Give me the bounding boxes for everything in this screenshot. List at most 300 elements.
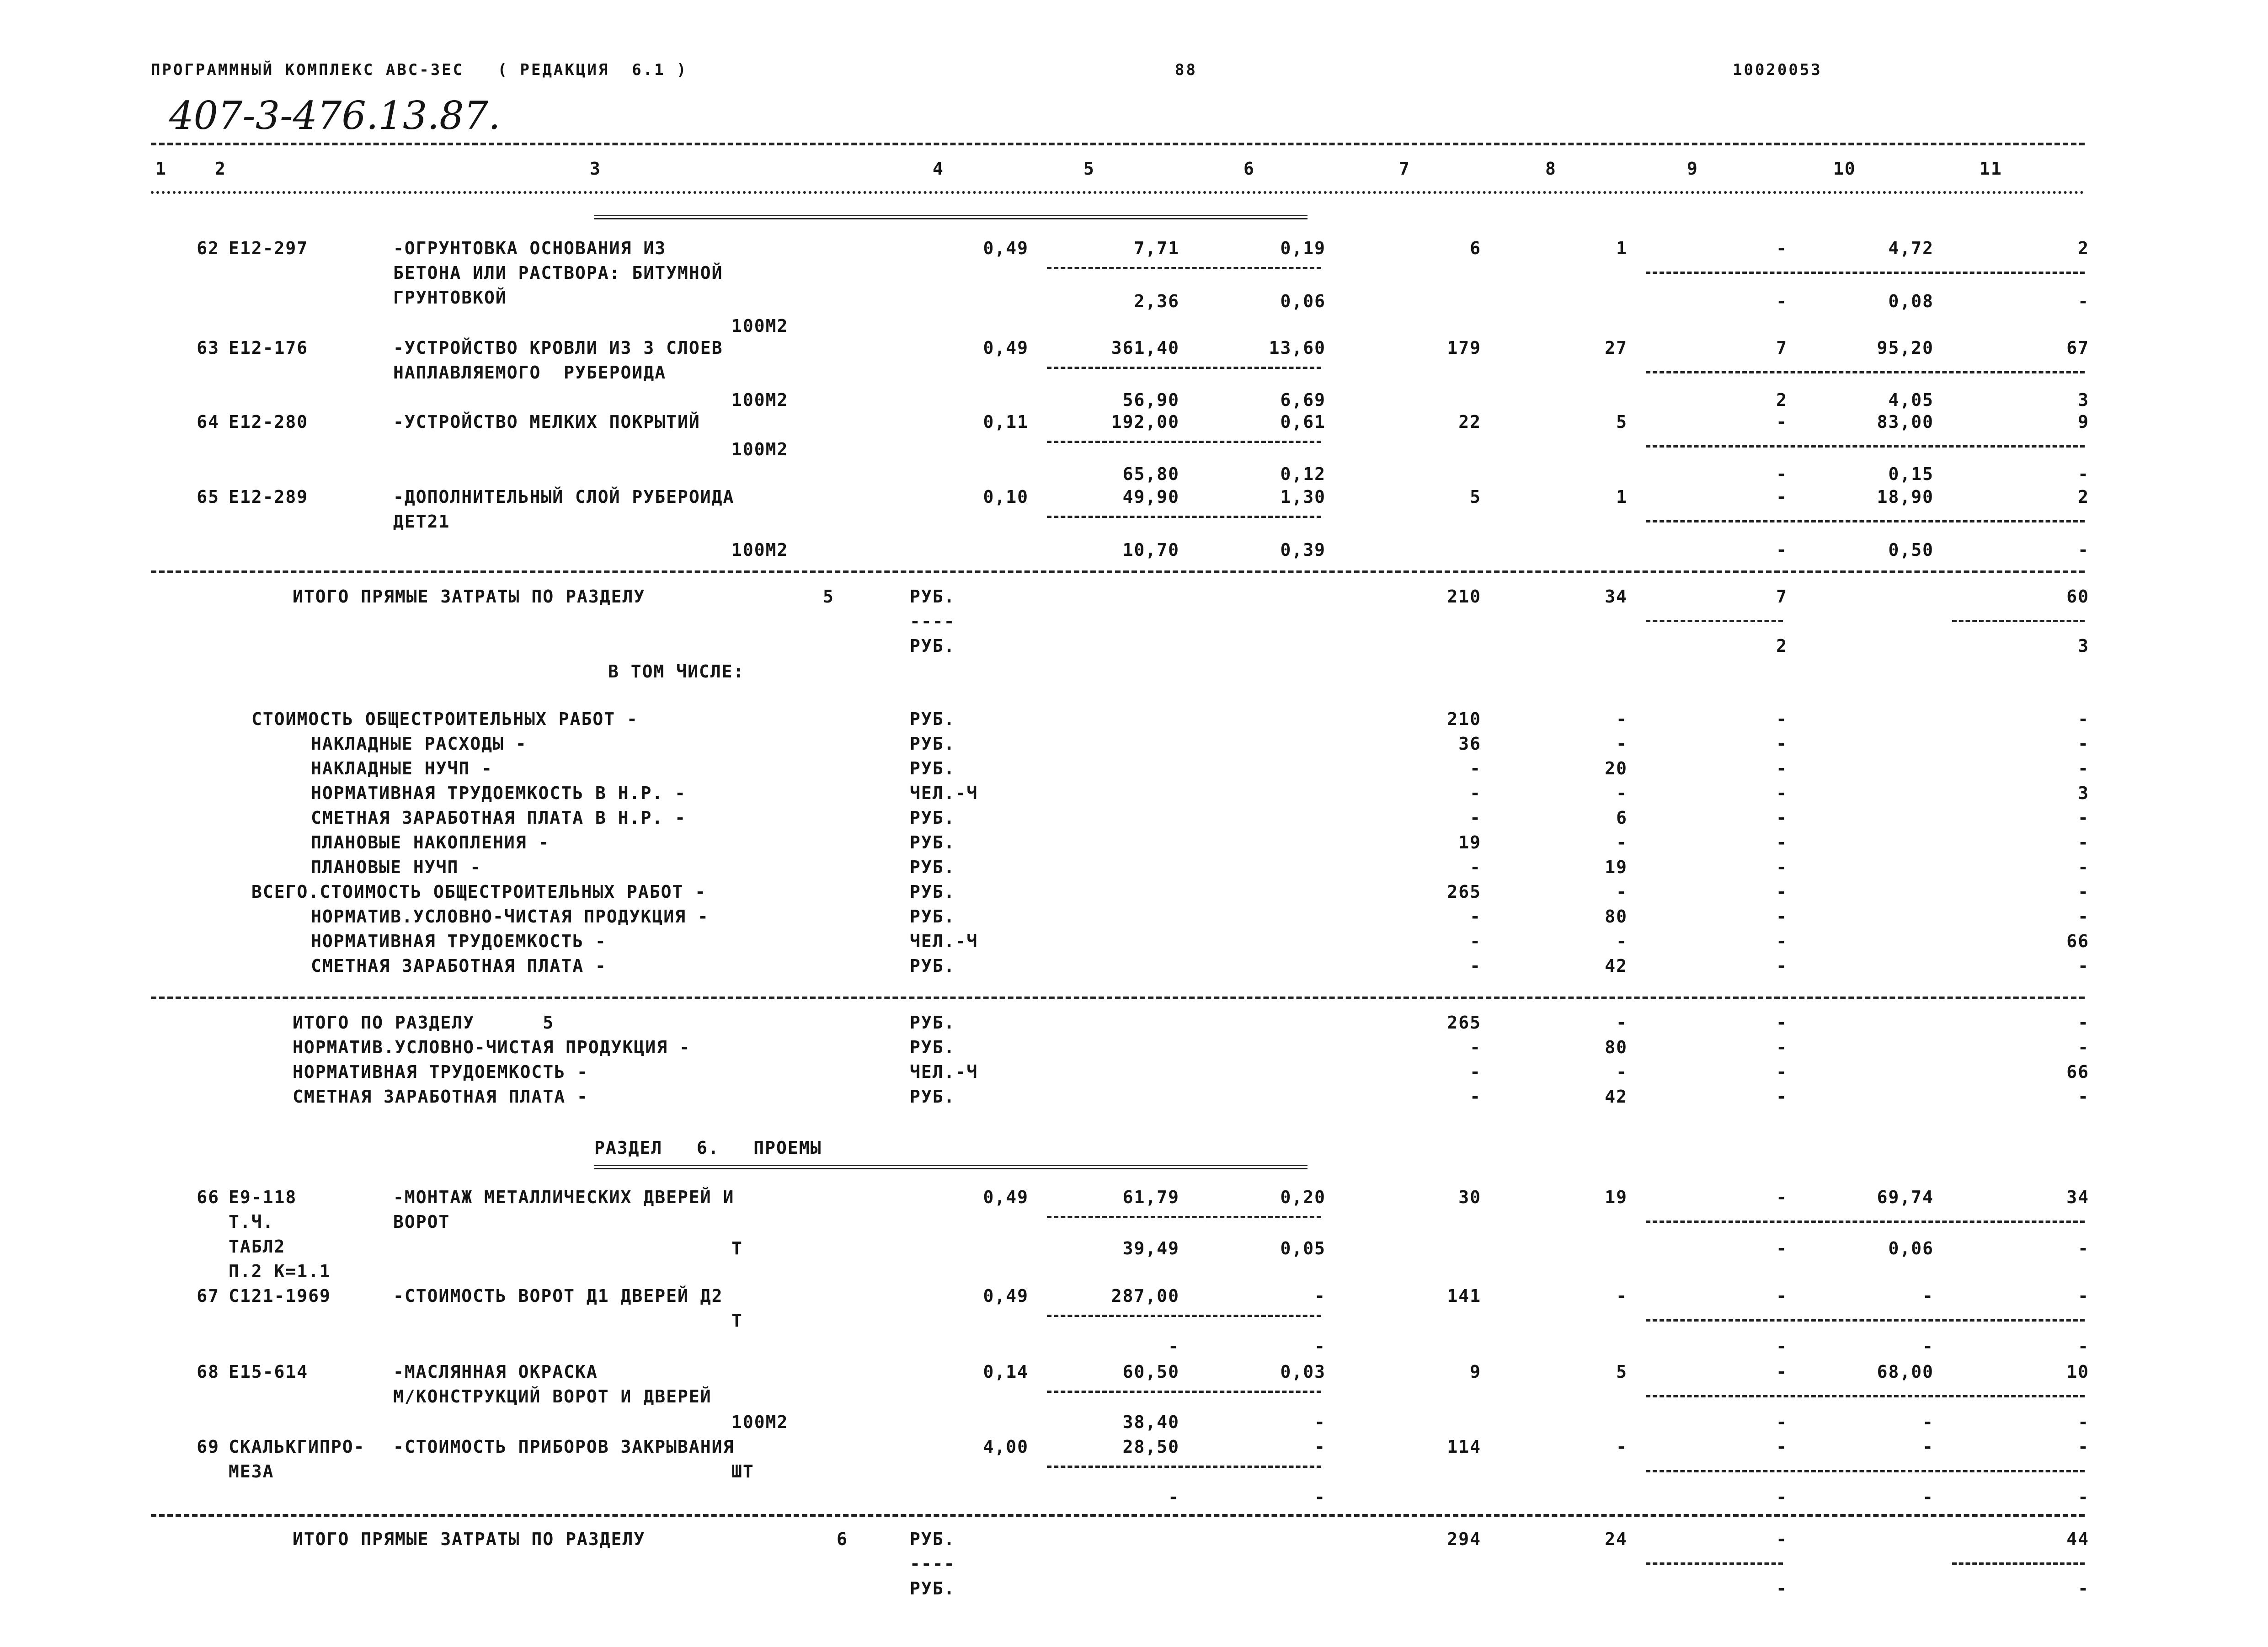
breakdown-col7: - bbox=[1470, 758, 1481, 778]
row-col5: 287,00 bbox=[1111, 1286, 1179, 1306]
column-number: 5 bbox=[1083, 159, 1095, 179]
including-heading: В ТОМ ЧИСЛЕ: bbox=[608, 661, 745, 682]
row-quantity: 0,14 bbox=[983, 1362, 1029, 1382]
breakdown-col9: - bbox=[1776, 956, 1788, 976]
summary-label: НОРМАТИВ.УСЛОВНО-ЧИСТАЯ ПРОДУКЦИЯ - bbox=[293, 1037, 691, 1057]
page-number: 88 bbox=[1175, 61, 1197, 79]
breakdown-col8: 20 bbox=[1605, 758, 1628, 778]
row-quantity: 0,49 bbox=[983, 1187, 1029, 1207]
row-unit: 100М2 bbox=[731, 439, 789, 459]
row-col9-11-rule bbox=[1646, 1221, 2085, 1223]
summary-col11: - bbox=[2078, 1013, 2089, 1033]
row-description: -ОГРУНТОВКА ОСНОВАНИЯ ИЗ bbox=[393, 238, 667, 258]
row-col9-second: - bbox=[1776, 464, 1788, 484]
row-col11: 2 bbox=[2078, 238, 2089, 258]
row-col11-second: - bbox=[2078, 464, 2089, 484]
breakdown-col7: - bbox=[1470, 956, 1481, 976]
total-col9: 7 bbox=[1776, 586, 1788, 607]
total-col11-rule bbox=[1952, 620, 2085, 622]
breakdown-col11: - bbox=[2078, 808, 2089, 828]
program-header: ПРОГРАММНЫЙ КОМПЛЕКС АВС-3ЕС ( РЕДАКЦИЯ 6.1 ) bbox=[151, 61, 688, 79]
breakdown-col11: - bbox=[2078, 882, 2089, 902]
row-col7: 9 bbox=[1470, 1362, 1481, 1382]
row-col11: - bbox=[2078, 1437, 2089, 1457]
row-col5-second: - bbox=[1168, 1336, 1179, 1356]
total6-unit-second: РУБ. bbox=[910, 1578, 955, 1599]
row-col6: - bbox=[1314, 1437, 1326, 1457]
row-description: БЕТОНА ИЛИ РАСТВОРА: БИТУМНОЙ bbox=[393, 263, 723, 283]
breakdown-unit: РУБ. bbox=[910, 758, 955, 778]
breakdown-unit: РУБ. bbox=[910, 734, 955, 754]
breakdown-col9: - bbox=[1776, 783, 1788, 803]
column-number: 2 bbox=[215, 159, 226, 179]
row-col6-second: 6,69 bbox=[1280, 390, 1326, 410]
row-col9-second: - bbox=[1776, 1487, 1788, 1507]
row-col10-second: - bbox=[1922, 1412, 1934, 1432]
total6-col7: 294 bbox=[1447, 1529, 1481, 1549]
breakdown-col7: 210 bbox=[1447, 709, 1481, 729]
row-col11-second: - bbox=[2078, 291, 2089, 311]
row-code: Е15-614 bbox=[229, 1362, 309, 1382]
total6-section-number: 6 bbox=[837, 1529, 848, 1549]
total-section-number: 5 bbox=[823, 586, 834, 607]
summary-label: СМЕТНАЯ ЗАРАБОТНАЯ ПЛАТА - bbox=[293, 1087, 588, 1107]
section6-rule bbox=[151, 1514, 2085, 1517]
column-header-rule bbox=[151, 191, 2085, 194]
row-col5: 361,40 bbox=[1111, 338, 1179, 358]
top-rule bbox=[151, 143, 2085, 145]
row-code: МЕЗА bbox=[229, 1461, 274, 1482]
row-number: 66 bbox=[197, 1187, 219, 1207]
breakdown-unit: РУБ. bbox=[910, 832, 955, 853]
row-col6-second: - bbox=[1314, 1412, 1326, 1432]
breakdown-col7: 19 bbox=[1458, 832, 1481, 853]
breakdown-col8: - bbox=[1616, 709, 1628, 729]
total-col11-second: 3 bbox=[2078, 636, 2089, 656]
row-code: Е9-118 bbox=[229, 1187, 297, 1207]
breakdown-col9: - bbox=[1776, 709, 1788, 729]
column-number: 8 bbox=[1545, 159, 1557, 179]
row-unit: 100М2 bbox=[731, 390, 789, 410]
summary-col7: - bbox=[1470, 1037, 1481, 1057]
row-number: 62 bbox=[197, 238, 219, 258]
breakdown-unit: РУБ. bbox=[910, 709, 955, 729]
row-col9-11-rule bbox=[1646, 1470, 2085, 1472]
row-unit: 100М2 bbox=[731, 540, 789, 560]
breakdown-unit: РУБ. bbox=[910, 808, 955, 828]
row-col10-second: 0,15 bbox=[1888, 464, 1934, 484]
breakdown-col9: - bbox=[1776, 906, 1788, 927]
breakdown-col7: - bbox=[1470, 808, 1481, 828]
summary-col7: - bbox=[1470, 1087, 1481, 1107]
row-col11: 2 bbox=[2078, 487, 2089, 507]
breakdown-col7: 36 bbox=[1458, 734, 1481, 754]
row-description: ДЕТ21 bbox=[393, 512, 450, 532]
row-col9: - bbox=[1776, 487, 1788, 507]
total6-col8: 24 bbox=[1605, 1529, 1628, 1549]
row-col9-11-rule bbox=[1646, 371, 2085, 373]
row-col11: 67 bbox=[2066, 338, 2089, 358]
row-col10-second: - bbox=[1922, 1487, 1934, 1507]
row-code: Е12-176 bbox=[229, 338, 309, 358]
row-col9-11-rule bbox=[1646, 445, 2085, 448]
row-col10-second: 0,06 bbox=[1888, 1238, 1934, 1258]
row-unit: Т bbox=[731, 1238, 743, 1258]
total6-separator: ---- bbox=[910, 1554, 955, 1574]
row-col9: - bbox=[1776, 1187, 1788, 1207]
summary-col11: - bbox=[2078, 1087, 2089, 1107]
row-col11: 34 bbox=[2066, 1187, 2089, 1207]
row-col9: 7 bbox=[1776, 338, 1788, 358]
row-col5: 28,50 bbox=[1122, 1437, 1179, 1457]
section6-underline bbox=[594, 1165, 1307, 1169]
summary-unit: РУБ. bbox=[910, 1013, 955, 1033]
document-number: 10020053 bbox=[1733, 61, 1822, 79]
breakdown-label: ПЛАНОВЫЕ НАКОПЛЕНИЯ - bbox=[311, 832, 550, 853]
total-col9-rule bbox=[1646, 620, 1783, 622]
total6-col9: - bbox=[1776, 1529, 1788, 1549]
row-col7: 5 bbox=[1470, 487, 1481, 507]
row-number: 63 bbox=[197, 338, 219, 358]
row-col5-second: - bbox=[1168, 1487, 1179, 1507]
row-col6: 0,19 bbox=[1280, 238, 1326, 258]
breakdown-unit: ЧЕЛ.-Ч bbox=[910, 783, 978, 803]
section5-underline bbox=[594, 215, 1307, 219]
breakdown-unit: ЧЕЛ.-Ч bbox=[910, 931, 978, 951]
row-col11: - bbox=[2078, 1286, 2089, 1306]
row-col7: 6 bbox=[1470, 238, 1481, 258]
row-col7: 179 bbox=[1447, 338, 1481, 358]
row-col7: 114 bbox=[1447, 1437, 1481, 1457]
row-col6: 1,30 bbox=[1280, 487, 1326, 507]
row-col11-second: - bbox=[2078, 1412, 2089, 1432]
summary-col11: - bbox=[2078, 1037, 2089, 1057]
row-col5: 61,79 bbox=[1122, 1187, 1179, 1207]
breakdown-col11: - bbox=[2078, 758, 2089, 778]
summary-col8: 42 bbox=[1605, 1087, 1628, 1107]
summary-col8: - bbox=[1616, 1013, 1628, 1033]
row-col11: 10 bbox=[2066, 1362, 2089, 1382]
row-col5: 49,90 bbox=[1122, 487, 1179, 507]
column-number: 4 bbox=[933, 159, 944, 179]
row-col10: - bbox=[1922, 1286, 1934, 1306]
row-quantity: 4,00 bbox=[983, 1437, 1029, 1457]
row-col5-6-rule bbox=[1047, 441, 1321, 443]
row-col10: 4,72 bbox=[1888, 238, 1934, 258]
total-col8: 34 bbox=[1605, 586, 1628, 607]
breakdown-col8: 19 bbox=[1605, 857, 1628, 877]
row-col5-6-rule bbox=[1047, 267, 1321, 269]
breakdown-col8: - bbox=[1616, 832, 1628, 853]
row-code: С121-1969 bbox=[229, 1286, 331, 1306]
row-col10: 95,20 bbox=[1877, 338, 1934, 358]
row-col5-second: 56,90 bbox=[1122, 390, 1179, 410]
row-col11-second: - bbox=[2078, 1238, 2089, 1258]
row-col9-11-rule bbox=[1646, 272, 2085, 274]
row-col9-11-rule bbox=[1646, 1319, 2085, 1322]
row-col5: 7,71 bbox=[1134, 238, 1179, 258]
total6-col11: 44 bbox=[2066, 1529, 2089, 1549]
row-quantity: 0,49 bbox=[983, 338, 1029, 358]
row-col5: 192,00 bbox=[1111, 412, 1179, 432]
row-col5-second: 38,40 bbox=[1122, 1412, 1179, 1432]
row-col10-second: - bbox=[1922, 1336, 1934, 1356]
row-col10: - bbox=[1922, 1437, 1934, 1457]
row-col9: - bbox=[1776, 1286, 1788, 1306]
summary-col11: 66 bbox=[2066, 1062, 2089, 1082]
row-col5-6-rule bbox=[1047, 516, 1321, 518]
row-quantity: 0,10 bbox=[983, 487, 1029, 507]
row-code: Е12-297 bbox=[229, 238, 309, 258]
total6-col11-rule bbox=[1952, 1562, 2085, 1565]
row-code: Е12-289 bbox=[229, 487, 309, 507]
row-col5-second: 10,70 bbox=[1122, 540, 1179, 560]
breakdown-label: НОРМАТИВ.УСЛОВНО-ЧИСТАЯ ПРОДУКЦИЯ - bbox=[311, 906, 709, 927]
section6-title: РАЗДЕЛ 6. ПРОЕМЫ bbox=[594, 1138, 822, 1158]
row-code: СКАЛЬКГИПРО- bbox=[229, 1437, 365, 1457]
total6-col9-second: - bbox=[1776, 1578, 1788, 1599]
breakdown-label: СМЕТНАЯ ЗАРАБОТНАЯ ПЛАТА - bbox=[311, 956, 607, 976]
breakdown-col8: - bbox=[1616, 882, 1628, 902]
column-number: 6 bbox=[1243, 159, 1255, 179]
total-unit-second: РУБ. bbox=[910, 636, 955, 656]
row-col6: - bbox=[1314, 1286, 1326, 1306]
row-col11: 9 bbox=[2078, 412, 2089, 432]
handwritten-project-code: 407-3-476.13.87. bbox=[169, 93, 501, 138]
row-col9-11-rule bbox=[1646, 1395, 2085, 1397]
row-col11-second: 3 bbox=[2078, 390, 2089, 410]
row-col10-second: 0,50 bbox=[1888, 540, 1934, 560]
summary-unit: РУБ. bbox=[910, 1087, 955, 1107]
summary-col7: - bbox=[1470, 1062, 1481, 1082]
breakdown-unit: РУБ. bbox=[910, 882, 955, 902]
breakdown-col7: - bbox=[1470, 857, 1481, 877]
row-quantity: 0,11 bbox=[983, 412, 1029, 432]
breakdown-label: ВСЕГО.СТОИМОСТЬ ОБЩЕСТРОИТЕЛЬНЫХ РАБОТ - bbox=[251, 882, 707, 902]
summary-col9: - bbox=[1776, 1013, 1788, 1033]
row-description: ГРУНТОВКОЙ bbox=[393, 288, 507, 308]
row-col7: 22 bbox=[1458, 412, 1481, 432]
breakdown-col11: 3 bbox=[2078, 783, 2089, 803]
total-unit: РУБ. bbox=[910, 586, 955, 607]
itogo-rule bbox=[151, 997, 2085, 999]
total-col9-second: 2 bbox=[1776, 636, 1788, 656]
row-col8: 1 bbox=[1616, 238, 1628, 258]
breakdown-label: НОРМАТИВНАЯ ТРУДОЕМКОСТЬ - bbox=[311, 931, 607, 951]
row-col8: 19 bbox=[1605, 1187, 1628, 1207]
row-col5-6-rule bbox=[1047, 1315, 1321, 1317]
row-col6-second: 0,06 bbox=[1280, 291, 1326, 311]
row-col10: 83,00 bbox=[1877, 412, 1934, 432]
total6-col11-second: - bbox=[2078, 1578, 2089, 1599]
breakdown-col9: - bbox=[1776, 931, 1788, 951]
row-description: -СТОИМОСТЬ ВОРОТ Д1 ДВЕРЕЙ Д2 bbox=[393, 1286, 723, 1306]
row-quantity: 0,49 bbox=[983, 238, 1029, 258]
row-col8: 5 bbox=[1616, 1362, 1628, 1382]
row-unit: Т bbox=[731, 1311, 743, 1331]
row-col9: - bbox=[1776, 1362, 1788, 1382]
row-col8: - bbox=[1616, 1437, 1628, 1457]
row-unit: ШТ bbox=[731, 1461, 754, 1482]
row-col7: 141 bbox=[1447, 1286, 1481, 1306]
row-col10: 68,00 bbox=[1877, 1362, 1934, 1382]
breakdown-label: НОРМАТИВНАЯ ТРУДОЕМКОСТЬ В Н.Р. - bbox=[311, 783, 686, 803]
row-description: НАПЛАВЛЯЕМОГО РУБЕРОИДА bbox=[393, 362, 667, 383]
row-col10-second: 4,05 bbox=[1888, 390, 1934, 410]
row-description: -СТОИМОСТЬ ПРИБОРОВ ЗАКРЫВАНИЯ bbox=[393, 1437, 735, 1457]
summary-col8: - bbox=[1616, 1062, 1628, 1082]
row-col6: 0,03 bbox=[1280, 1362, 1326, 1382]
breakdown-unit: РУБ. bbox=[910, 906, 955, 927]
row-col9-second: - bbox=[1776, 540, 1788, 560]
row-code: Е12-280 bbox=[229, 412, 309, 432]
row-col9: - bbox=[1776, 238, 1788, 258]
column-number: 7 bbox=[1399, 159, 1410, 179]
column-number: 9 bbox=[1687, 159, 1698, 179]
row-col10: 69,74 bbox=[1877, 1187, 1934, 1207]
row-code: ТАБЛ2 bbox=[229, 1237, 286, 1257]
total6-unit: РУБ. bbox=[910, 1529, 955, 1549]
row-description: М/КОНСТРУКЦИЙ ВОРОТ И ДВЕРЕЙ bbox=[393, 1386, 712, 1407]
breakdown-col8: 6 bbox=[1616, 808, 1628, 828]
row-col11-second: - bbox=[2078, 540, 2089, 560]
row-number: 69 bbox=[197, 1437, 219, 1457]
row-description: ВОРОТ bbox=[393, 1212, 450, 1232]
breakdown-col8: 42 bbox=[1605, 956, 1628, 976]
column-number: 11 bbox=[1980, 159, 2002, 179]
row-col5-6-rule bbox=[1047, 1466, 1321, 1468]
row-col5-6-rule bbox=[1047, 1216, 1321, 1218]
row-col9-second: - bbox=[1776, 1412, 1788, 1432]
breakdown-label: СМЕТНАЯ ЗАРАБОТНАЯ ПЛАТА В Н.Р. - bbox=[311, 808, 686, 828]
breakdown-col8: - bbox=[1616, 734, 1628, 754]
row-col6: 13,60 bbox=[1269, 338, 1326, 358]
breakdown-unit: РУБ. bbox=[910, 956, 955, 976]
row-description: -УСТРОЙСТВО КРОВЛИ ИЗ 3 СЛОЕВ bbox=[393, 338, 723, 358]
row-number: 64 bbox=[197, 412, 219, 432]
row-col8: 1 bbox=[1616, 487, 1628, 507]
row-col5-second: 65,80 bbox=[1122, 464, 1179, 484]
summary-unit: ЧЕЛ.-Ч bbox=[910, 1062, 978, 1082]
row-col5-6-rule bbox=[1047, 367, 1321, 369]
row-col11-second: - bbox=[2078, 1336, 2089, 1356]
row-description: -УСТРОЙСТВО МЕЛКИХ ПОКРЫТИЙ bbox=[393, 412, 700, 432]
row-col10: 18,90 bbox=[1877, 487, 1934, 507]
column-number: 3 bbox=[590, 159, 601, 179]
breakdown-col11: - bbox=[2078, 734, 2089, 754]
row-col6-second: - bbox=[1314, 1487, 1326, 1507]
row-col5-6-rule bbox=[1047, 1391, 1321, 1393]
breakdown-col11: - bbox=[2078, 857, 2089, 877]
summary-col9: - bbox=[1776, 1037, 1788, 1057]
row-col10-second: 0,08 bbox=[1888, 291, 1934, 311]
row-col6: 0,61 bbox=[1280, 412, 1326, 432]
row-description: -МАСЛЯННАЯ ОКРАСКА bbox=[393, 1362, 598, 1382]
breakdown-col9: - bbox=[1776, 882, 1788, 902]
row-col6-second: 0,12 bbox=[1280, 464, 1326, 484]
total6-label: ИТОГО ПРЯМЫЕ ЗАТРАТЫ ПО РАЗДЕЛУ bbox=[293, 1529, 646, 1549]
row-col9-second: 2 bbox=[1776, 390, 1788, 410]
breakdown-col11: - bbox=[2078, 956, 2089, 976]
breakdown-col9: - bbox=[1776, 758, 1788, 778]
row-unit: 100М2 bbox=[731, 316, 789, 336]
total-col11: 60 bbox=[2066, 586, 2089, 607]
breakdown-col11: - bbox=[2078, 709, 2089, 729]
column-number: 10 bbox=[1833, 159, 1856, 179]
summary-unit: РУБ. bbox=[910, 1037, 955, 1057]
summary-col9: - bbox=[1776, 1062, 1788, 1082]
row-description: -МОНТАЖ МЕТАЛЛИЧЕСКИХ ДВЕРЕЙ И bbox=[393, 1187, 735, 1207]
breakdown-label: НАКЛАДНЫЕ РАСХОДЫ - bbox=[311, 734, 527, 754]
row-code: Т.Ч. bbox=[229, 1212, 274, 1232]
summary-label: ИТОГО ПО РАЗДЕЛУ 5 bbox=[293, 1013, 555, 1033]
row-col9-second: - bbox=[1776, 1336, 1788, 1356]
summary-col8: 80 bbox=[1605, 1037, 1628, 1057]
row-col8: 27 bbox=[1605, 338, 1628, 358]
summary-label: НОРМАТИВНАЯ ТРУДОЕМКОСТЬ - bbox=[293, 1062, 588, 1082]
row-description: -ДОПОЛНИТЕЛЬНЫЙ СЛОЙ РУБЕРОИДА bbox=[393, 487, 735, 507]
breakdown-col9: - bbox=[1776, 832, 1788, 853]
breakdown-col8: - bbox=[1616, 783, 1628, 803]
row-col9: - bbox=[1776, 412, 1788, 432]
row-col9-11-rule bbox=[1646, 520, 2085, 522]
row-number: 68 bbox=[197, 1362, 219, 1382]
row-number: 67 bbox=[197, 1286, 219, 1306]
row-col6: 0,20 bbox=[1280, 1187, 1326, 1207]
summary-col9: - bbox=[1776, 1087, 1788, 1107]
total6-col9-rule bbox=[1646, 1562, 1783, 1565]
breakdown-col7: - bbox=[1470, 906, 1481, 927]
row-col8: - bbox=[1616, 1286, 1628, 1306]
total-label: ИТОГО ПРЯМЫЕ ЗАТРАТЫ ПО РАЗДЕЛУ bbox=[293, 586, 646, 607]
breakdown-label: ПЛАНОВЫЕ НУЧП - bbox=[311, 857, 482, 877]
breakdown-col8: 80 bbox=[1605, 906, 1628, 927]
breakdown-col11: - bbox=[2078, 832, 2089, 853]
total-separator: ---- bbox=[910, 611, 955, 631]
breakdown-label: НАКЛАДНЫЕ НУЧП - bbox=[311, 758, 493, 778]
breakdown-unit: РУБ. bbox=[910, 857, 955, 877]
section5-rule bbox=[151, 570, 2085, 573]
breakdown-col9: - bbox=[1776, 808, 1788, 828]
row-col7: 30 bbox=[1458, 1187, 1481, 1207]
row-col5-second: 2,36 bbox=[1134, 291, 1179, 311]
row-col6-second: 0,05 bbox=[1280, 1238, 1326, 1258]
breakdown-col9: - bbox=[1776, 734, 1788, 754]
breakdown-col11: 66 bbox=[2066, 931, 2089, 951]
summary-col7: 265 bbox=[1447, 1013, 1481, 1033]
breakdown-col7: 265 bbox=[1447, 882, 1481, 902]
total-col7: 210 bbox=[1447, 586, 1481, 607]
breakdown-col7: - bbox=[1470, 931, 1481, 951]
row-code: П.2 К=1.1 bbox=[229, 1261, 331, 1281]
row-unit: 100М2 bbox=[731, 1412, 789, 1432]
row-col5-second: 39,49 bbox=[1122, 1238, 1179, 1258]
row-col9-second: - bbox=[1776, 1238, 1788, 1258]
column-number: 1 bbox=[155, 159, 167, 179]
row-col9: - bbox=[1776, 1437, 1788, 1457]
row-col11-second: - bbox=[2078, 1487, 2089, 1507]
breakdown-col11: - bbox=[2078, 906, 2089, 927]
row-col5: 60,50 bbox=[1122, 1362, 1179, 1382]
breakdown-col9: - bbox=[1776, 857, 1788, 877]
row-col6-second: 0,39 bbox=[1280, 540, 1326, 560]
row-col6-second: - bbox=[1314, 1336, 1326, 1356]
breakdown-col8: - bbox=[1616, 931, 1628, 951]
row-quantity: 0,49 bbox=[983, 1286, 1029, 1306]
breakdown-col7: - bbox=[1470, 783, 1481, 803]
row-col8: 5 bbox=[1616, 412, 1628, 432]
row-col9-second: - bbox=[1776, 291, 1788, 311]
